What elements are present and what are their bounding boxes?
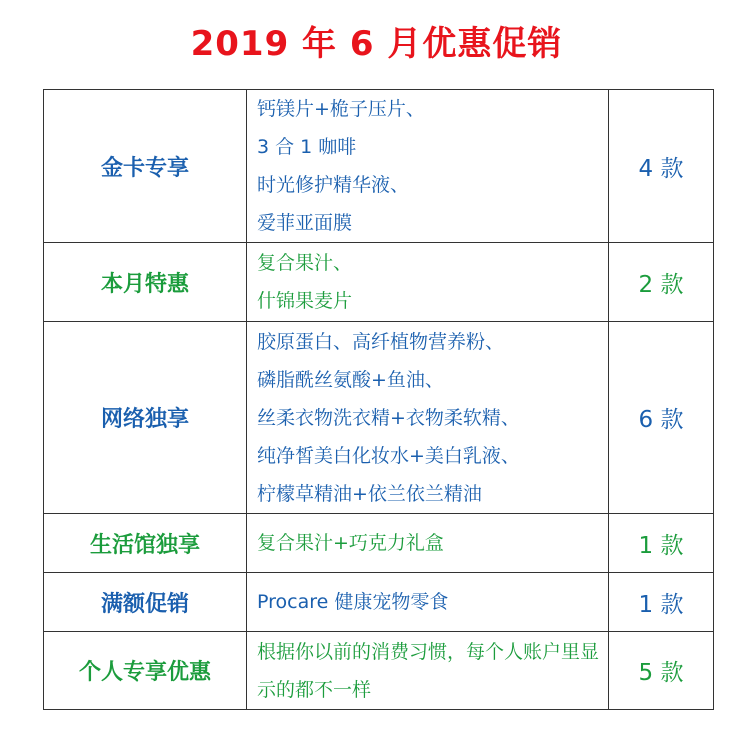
category-cell: 个人专享优惠: [44, 632, 247, 710]
item-line: 丝柔衣物洗衣精+衣物柔软精、: [257, 406, 520, 429]
table-row: [44, 243, 714, 322]
category-cell: 生活馆独享: [44, 514, 247, 573]
item-line: 时光修护精华液、: [257, 174, 410, 196]
items-cell: [247, 573, 609, 632]
table-row: [44, 322, 714, 514]
item-line: 什锦果麦片: [257, 290, 353, 312]
table-row: [44, 573, 714, 632]
item-line: 纯净皙美白化妆水+美白乳液、: [257, 444, 520, 467]
items-cell: [247, 90, 609, 243]
items-cell: [247, 632, 609, 710]
count-cell: 4 款: [609, 90, 714, 243]
page-title: 2019 年 6 月优惠促销: [190, 24, 563, 64]
count-cell: 5 款: [609, 632, 714, 710]
item-line: 磷脂酰丝氨酸+鱼油、: [257, 368, 444, 391]
item-line: 柠檬草精油+依兰依兰精油: [257, 482, 482, 505]
table-row: [44, 632, 714, 710]
item-line: 复合果汁+巧克力礼盒: [257, 532, 444, 554]
item-line: 根据你以前的消费习惯，每个人账户里显示的都不一样: [257, 640, 600, 701]
category-cell: 本月特惠: [44, 243, 247, 322]
item-line: Procare 健康宠物零食: [257, 591, 449, 613]
category-cell: 满额促销: [44, 573, 247, 632]
category-cell: 金卡专享: [44, 90, 247, 243]
items-cell: [247, 322, 609, 514]
category-cell: 网络独享: [44, 322, 247, 514]
count-cell: 1 款: [609, 514, 714, 573]
count-cell: 2 款: [609, 243, 714, 322]
items-cell: [247, 243, 609, 322]
item-line: 3 合 1 咖啡: [257, 136, 357, 158]
count-cell: 6 款: [609, 322, 714, 514]
table-row: [44, 514, 714, 573]
item-line: 复合果汁、: [257, 252, 353, 274]
promotion-table: [43, 89, 714, 710]
item-line: 钙镁片+桅子压片、: [257, 98, 425, 120]
count-cell: 1 款: [609, 573, 714, 632]
item-line: 胶原蛋白、高纤植物营养粉、: [257, 330, 505, 353]
table-row: [44, 90, 714, 243]
items-cell: [247, 514, 609, 573]
item-line: 爱菲亚面膜: [257, 212, 353, 234]
